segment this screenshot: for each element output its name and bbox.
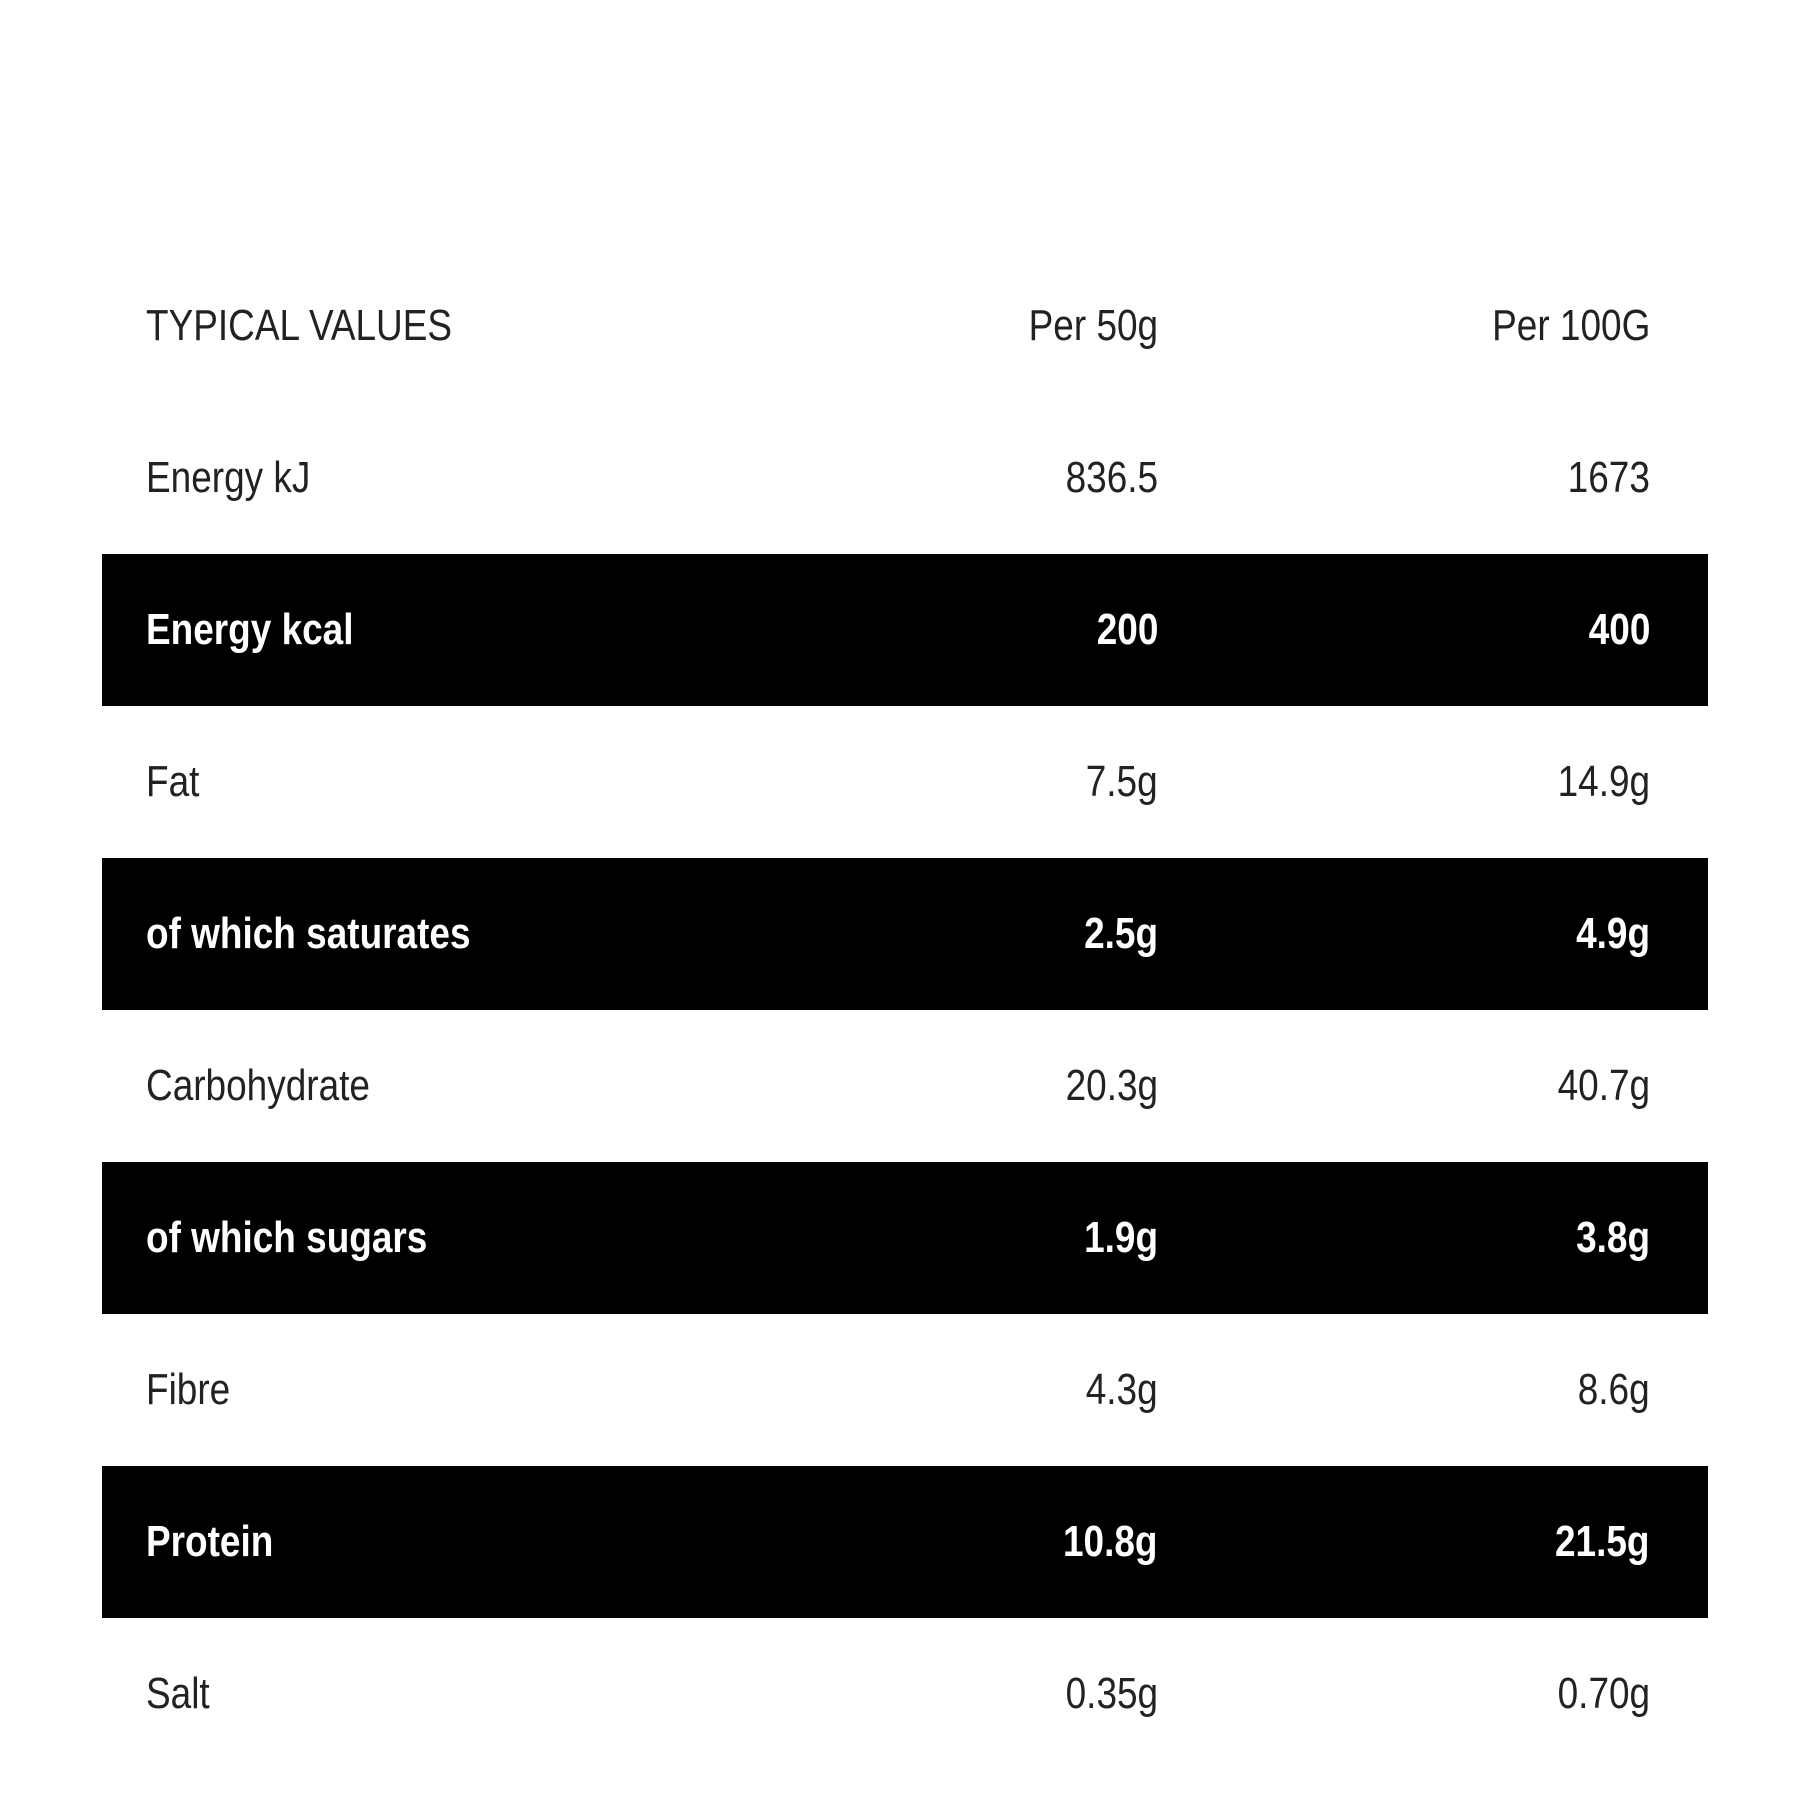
row-value-per-100g: 14.9g [1557, 757, 1650, 806]
row-value-per-50g: 836.5 [1065, 453, 1158, 502]
row-value-per-100g: 1673 [1567, 453, 1650, 502]
row-value-per-100g: 4.9g [1576, 909, 1650, 958]
row-value-per-100g: 8.6g [1578, 1365, 1650, 1414]
nutrition-table [102, 250, 1708, 1770]
table-row-protein [102, 1466, 1708, 1618]
header-per-100g: Per 100G [1491, 301, 1650, 350]
table-row-energy-kj [102, 402, 1708, 554]
row-label: Salt [146, 1669, 210, 1718]
row-value-per-100g: 40.7g [1557, 1061, 1650, 1110]
row-value-per-100g: 21.5g [1555, 1517, 1650, 1566]
row-value-per-100g: 0.70g [1557, 1669, 1650, 1718]
row-label: Carbohydrate [146, 1061, 370, 1110]
table-row-sugars [102, 1162, 1708, 1314]
row-value-per-50g: 200 [1096, 605, 1158, 654]
row-value-per-50g: 0.35g [1065, 1669, 1158, 1718]
row-value-per-100g: 3.8g [1576, 1213, 1650, 1262]
row-value-per-50g: 4.3g [1086, 1365, 1158, 1414]
row-value-per-50g: 1.9g [1084, 1213, 1158, 1262]
row-label: Energy kcal [146, 605, 354, 654]
row-label: Fibre [146, 1365, 231, 1414]
row-value-per-50g: 20.3g [1065, 1061, 1158, 1110]
table-row-saturates [102, 858, 1708, 1010]
table-row-fibre [102, 1314, 1708, 1466]
row-label: Protein [146, 1517, 274, 1566]
row-value-per-50g: 2.5g [1084, 909, 1158, 958]
row-label: Fat [146, 757, 200, 806]
row-value-per-50g: 10.8g [1063, 1517, 1158, 1566]
row-label: Energy kJ [146, 453, 311, 502]
row-value-per-100g: 400 [1588, 605, 1650, 654]
header-typical-values: TYPICAL VALUES [146, 301, 453, 350]
table-row-energy-kcal [102, 554, 1708, 706]
table-row-fat [102, 706, 1708, 858]
table-row-salt [102, 1618, 1708, 1770]
row-label: of which sugars [146, 1213, 428, 1262]
row-label: of which saturates [146, 909, 471, 958]
header-per-50g: Per 50g [1028, 301, 1158, 350]
table-header-row [102, 250, 1708, 402]
row-value-per-50g: 7.5g [1086, 757, 1158, 806]
table-row-carbohydrate [102, 1010, 1708, 1162]
